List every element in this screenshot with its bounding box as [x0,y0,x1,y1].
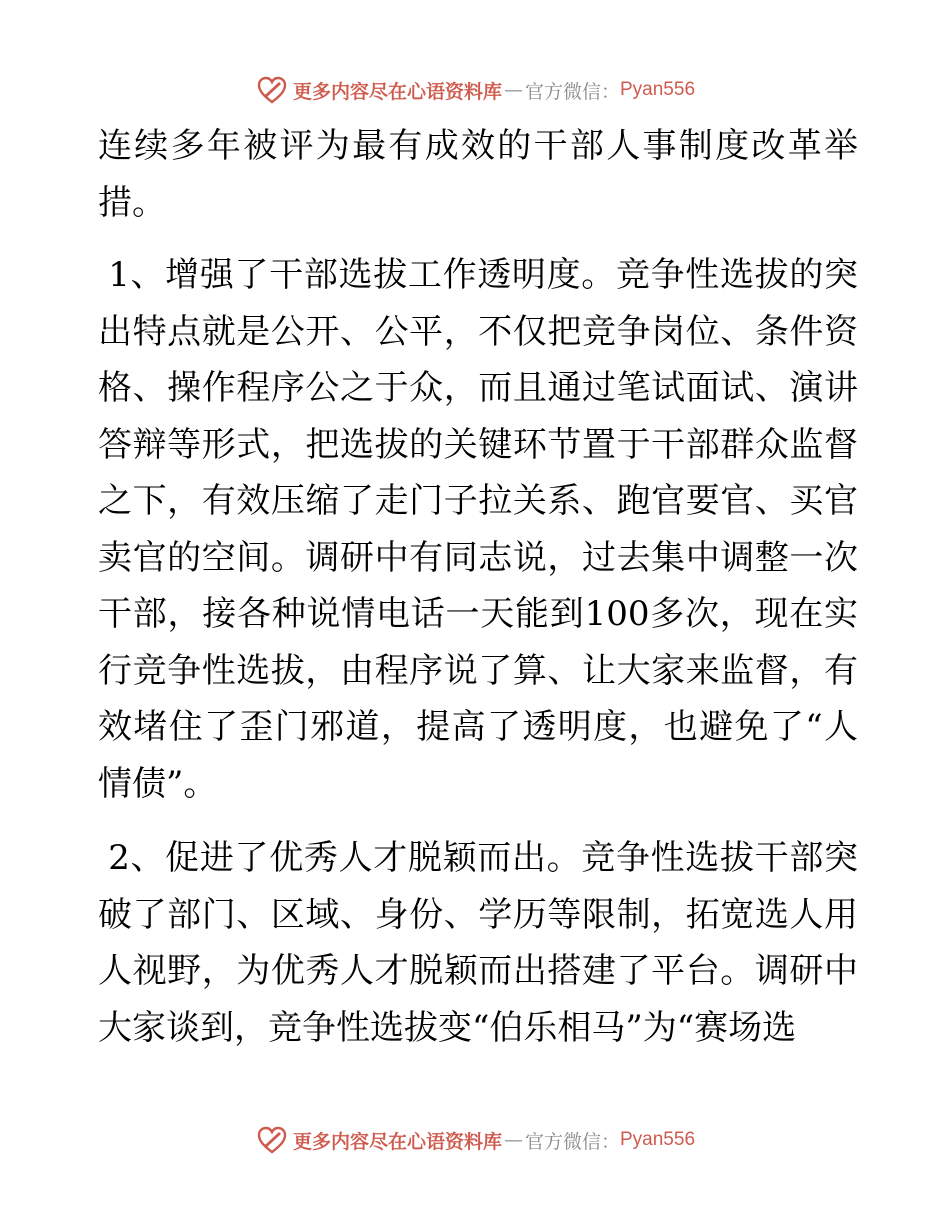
watermark-library-text: 更多内容尽在心语资料库 [292,80,502,103]
heart-pen-icon [255,73,289,107]
heart-pen-icon [255,1123,289,1157]
watermark-wechat-id: Pyan556 [620,79,696,100]
paragraph-talent: 2、促进了优秀人才脱颖而出。竞争性选拔干部突破了部门、区域、身份、学历等限制，拓宽选人用人视野，为优秀人才脱颖而出搭建了平台。调研中大家谈到，竞争性选拔变“伯乐相马”为“赛场选 [98,838,858,1048]
watermark-dash: — [503,1129,523,1151]
watermark-dash: — [503,79,523,101]
watermark-wechat-id: Pyan556 [620,1129,696,1150]
document-body [98,118,858,1056]
watermark-library-text: 更多内容尽在心语资料库 [292,1130,502,1153]
header-watermark [0,70,950,110]
paragraph-transparency: 1、增强了干部选拔工作透明度。竞争性选拔的突出特点就是公开、公平，不仅把竞争岗位、条件资格、操作程序公之于众，而且通过笔试面试、演讲答辩等形式，把选拔的关键环节置于干部群众监督之下，有效压缩了走门子拉关系、跑官要官、买官卖官的空间。调研中有同志说，过去集中调整一次干部，接各种说情电话一天能到100多次，现在实行竞争性选拔，由程序说了算、让大家来监督，有效堵住了歪门邪道，提高了透明度，也避免了“人情债”。 [98,255,858,804]
paragraph-intro: 连续多年被评为最有成效的干部人事制度改革举措。 [98,126,858,223]
watermark-wechat-label: 官方微信： [524,1130,620,1153]
footer-watermark [0,1120,950,1160]
watermark-wechat-label: 官方微信： [524,80,620,103]
